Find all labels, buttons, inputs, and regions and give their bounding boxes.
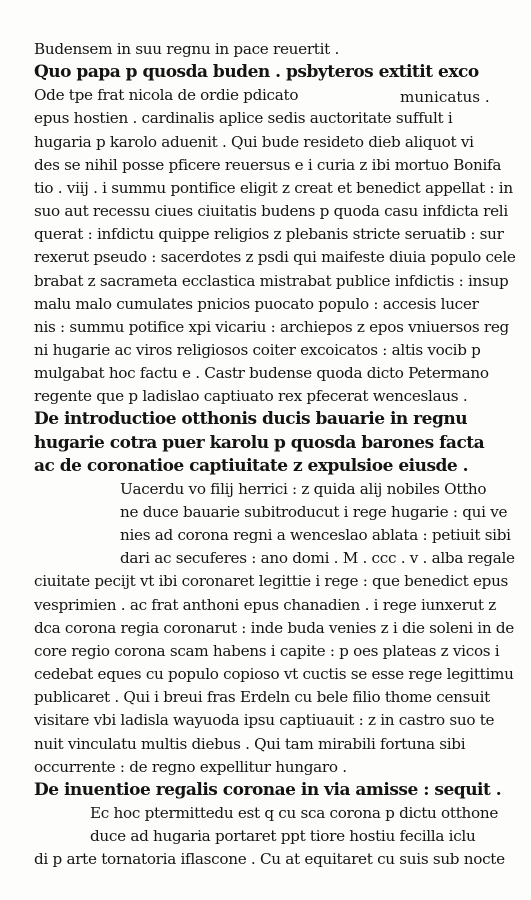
line-continuation: municatus . xyxy=(400,88,490,107)
text-line: Ec hoc ptermittedu est q cu sca corona p dictu otthone xyxy=(90,803,499,822)
text-line: des se nihil posse pficere reuersus e i curia z ibi mortuo Bonifa xyxy=(34,155,502,174)
text-line: core regio corona scam habens i capite : p oes plateas z vicos i xyxy=(34,641,500,660)
text-line: mulgabat hoc factu e . Castr budense quoda dicto Petermano xyxy=(34,364,489,383)
text-line: suo aut recessu ciues ciuitatis budens p quoda casu infdicta reli xyxy=(34,202,508,221)
text-line: epus hostien . cardinalis aplice sedis auctoritate suffult i xyxy=(34,109,453,128)
text-line: querat : infdictu quippe religios z plebanis stricte seruatib : sur xyxy=(34,225,504,244)
text-line: tio . viij . i summu pontifice eligit z creat et benedict appellat : in xyxy=(34,178,513,197)
text-line: brabat z sacrameta ecclastica mistrabat publice infdictis : insup xyxy=(34,271,509,290)
text-line: Quo papa p quosda buden . psbyteros extitit exco xyxy=(34,62,479,83)
section-heading: hugarie cotra puer karolu p quosda barones facta xyxy=(34,432,485,453)
text-line: nuit vinculatu multis diebus . Qui tam mirabili fortuna sibi xyxy=(34,734,466,753)
text-line: di p arte tornatoria iflascone . Cu at equitaret cu suis sub nocte xyxy=(34,850,505,869)
text-line: regente que p ladislao captiuato rex pfecerat wenceslaus . xyxy=(34,387,468,406)
text-line: publicaret . Qui i breui fras Erdeln cu bele filio thome censuit xyxy=(34,688,490,707)
text-line: nis : summu potifice xpi vicariu : archiepos z epos vniuersos reg xyxy=(34,317,509,336)
text-line: malu malo cumulates pnicios puocato populo : accesis lucer xyxy=(34,294,479,313)
text-line: Ode tpe frat nicola de ordie pdicato xyxy=(34,86,299,105)
text-line: ne duce bauarie subitroducut i rege hugarie : qui ve xyxy=(120,503,508,521)
text-line: ni hugarie ac viros religiosos coiter excoicatos : altis vocib p xyxy=(34,340,481,359)
text-line: ciuitate pecijt vt ibi coronaret legittie i rege : que benedict epus xyxy=(34,572,509,591)
text-line: Budensem in suu regnu in pace reuertit . xyxy=(34,40,340,58)
section-heading: De inuentioe regalis coronae in via amisse : sequit . xyxy=(34,779,502,800)
text-line: hugaria p karolo aduenit . Qui bude resideto dieb aliquot vi xyxy=(34,132,474,151)
text-line: nies ad corona regni a wenceslao ablata : petiuit sibi xyxy=(120,526,511,545)
text-line: dca corona regia coronarut : inde buda venies z i die soleni in de xyxy=(34,618,514,637)
text-line: rexerut pseudo : sacerdotes z psdi qui maifeste diuia populo cele xyxy=(34,248,516,267)
text-line: occurrente : de regno expellitur hungaro . xyxy=(34,757,347,776)
text-line: visitare vbi ladisla wayuoda ipsu captiuauit : z in castro suo te xyxy=(34,711,495,730)
section-heading: De introductioe otthonis ducis bauarie in regnu xyxy=(34,409,468,430)
text-line: Uacerdu vo filij herrici : z quida alij nobiles Ottho xyxy=(120,479,487,498)
text-line: duce ad hugaria portaret ppt tiore hostiu fecilla iclu xyxy=(90,827,476,846)
text-line: dari ac secuferes : ano domi . M . ccc . v . alba regale xyxy=(120,549,515,568)
section-heading: ac de coronatioe captiuitate z expulsioe eiusde . xyxy=(34,455,469,476)
text-line: cedebat eques cu populo copioso vt cuctis se esse rege legittimu xyxy=(34,665,514,684)
text-line: vesprimien . ac frat anthoni epus chanadien . i rege iunxerut z xyxy=(34,595,496,614)
